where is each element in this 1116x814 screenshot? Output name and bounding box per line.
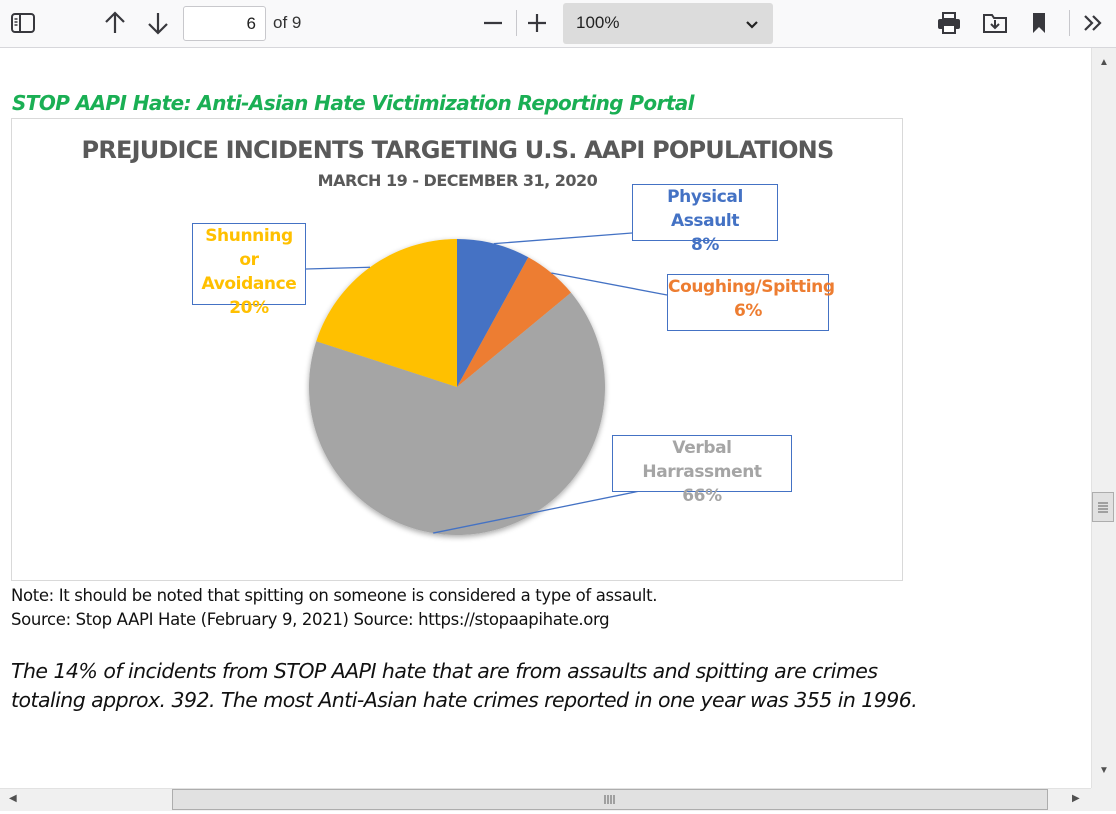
zoom-divider [516, 10, 517, 36]
scroll-right-arrow-icon[interactable]: ▶ [1072, 793, 1080, 804]
print-icon[interactable] [932, 6, 966, 40]
callout-label: Physical Assault [667, 187, 743, 231]
chevron-down-icon [745, 17, 759, 35]
leader-shunning-avoidance [306, 267, 370, 269]
vertical-scroll-thumb[interactable] [1092, 492, 1114, 522]
body-text-line-1: The 14% of incidents from STOP AAPI hate that are from assaults and spitting are crimes [11, 659, 878, 683]
zoom-in-icon[interactable] [520, 6, 554, 40]
zoom-out-icon[interactable] [476, 6, 510, 40]
next-page-icon[interactable] [141, 6, 175, 40]
zoom-value: 100% [576, 13, 620, 32]
scroll-left-arrow-icon[interactable]: ◀ [9, 793, 17, 804]
previous-page-icon[interactable] [98, 6, 132, 40]
callout-shunning-avoidance [192, 223, 306, 318]
callout-physical-assault [632, 184, 778, 255]
chart-source: Source: Stop AAPI Hate (February 9, 2021) Source: https://stopaapihate.org [11, 610, 610, 629]
chart-subtitle: MARCH 19 - DECEMBER 31, 2020 [317, 171, 598, 190]
document-header: STOP AAPI Hate: Anti-Asian Hate Victimization Reporting Portal [12, 91, 694, 115]
chart-title: PREJUDICE INCIDENTS TARGETING U.S. AAPI POPULATIONS [81, 136, 834, 164]
callout-label-line-1: Shunning or [205, 226, 293, 270]
save-download-icon[interactable] [978, 6, 1012, 40]
sidebar-toggle-icon[interactable] [6, 6, 40, 40]
pie-chart-container [11, 118, 903, 581]
callout-verbal-harrassment [612, 435, 792, 506]
horizontal-scroll-thumb[interactable] [172, 789, 1048, 810]
callout-coughing-spitting [667, 274, 835, 331]
page-number-input[interactable]: 6 [183, 6, 266, 41]
callout-value: 20% [229, 298, 269, 318]
callout-value: 6% [733, 301, 763, 321]
more-tools-icon[interactable] [1076, 6, 1110, 40]
page-count-label: of 9 [273, 13, 302, 32]
scroll-up-arrow-icon[interactable]: ▲ [1099, 57, 1109, 68]
callout-value: 66% [682, 486, 722, 506]
leader-physical-assault [494, 233, 632, 244]
scrollbar-corner [1091, 788, 1116, 811]
chart-note: Note: It should be noted that spitting on someone is considered a type of assault. [11, 586, 658, 605]
bookmark-icon[interactable] [1022, 6, 1056, 40]
callout-label: Coughing/Spitting [668, 277, 835, 297]
vertical-scrollbar[interactable] [1091, 48, 1116, 788]
callout-label: Verbal Harrassment [642, 438, 762, 482]
zoom-select[interactable] [563, 3, 773, 44]
pdf-toolbar [0, 0, 1116, 48]
callout-label-line-2: Avoidance [201, 274, 297, 294]
body-text-line-2: totaling approx. 392. The most Anti-Asian hate crimes reported in one year was 355 in 1996. [11, 688, 918, 712]
scroll-down-arrow-icon[interactable]: ▼ [1099, 765, 1109, 776]
callout-value: 8% [690, 235, 720, 255]
toolbar-separator [1069, 10, 1070, 36]
